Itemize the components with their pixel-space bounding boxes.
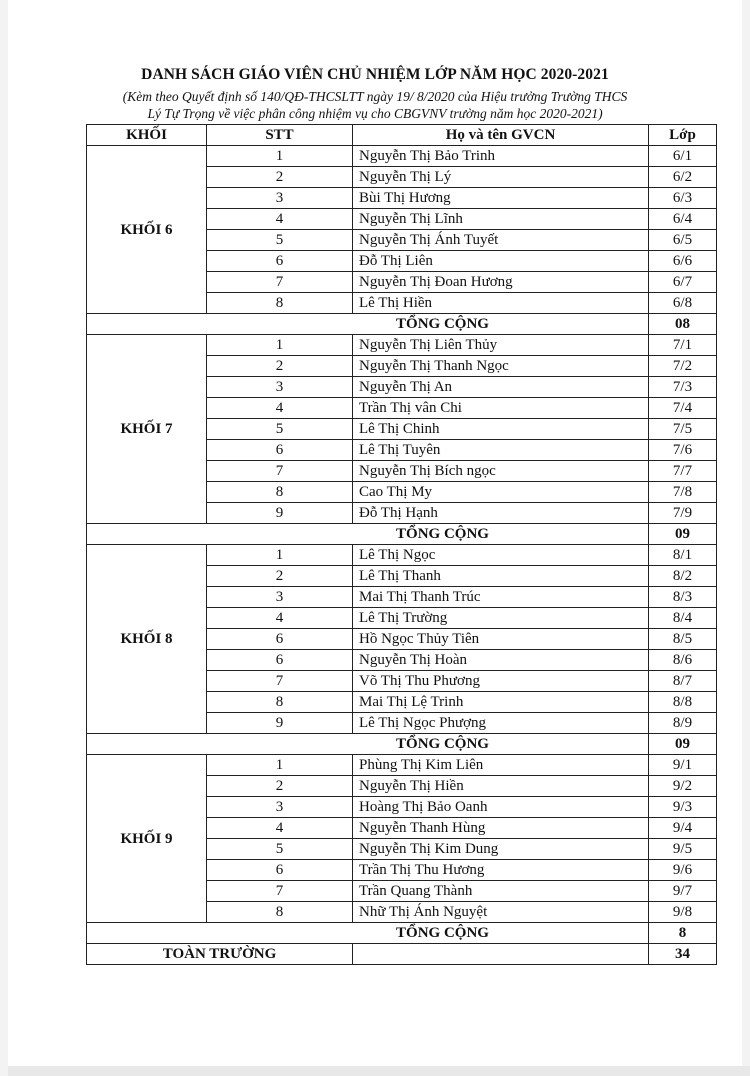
stt-cell: 4 (207, 608, 353, 629)
teacher-name-cell: Lê Thị Hiền (353, 293, 649, 314)
teacher-name-cell: Nguyễn Thị Ánh Tuyết (353, 230, 649, 251)
teacher-name-cell: Nguyễn Thị Lĩnh (353, 209, 649, 230)
stt-cell: 3 (207, 377, 353, 398)
class-cell: 6/2 (649, 167, 717, 188)
stt-cell: 9 (207, 713, 353, 734)
grade-cell: KHỐI 7 (87, 335, 207, 524)
class-cell: 9/7 (649, 881, 717, 902)
class-cell: 7/5 (649, 419, 717, 440)
stt-cell: 6 (207, 629, 353, 650)
class-cell: 8/8 (649, 692, 717, 713)
teacher-name-cell: Bùi Thị Hương (353, 188, 649, 209)
grade-cell: KHỐI 6 (87, 146, 207, 314)
stt-cell: 1 (207, 755, 353, 776)
stt-cell: 5 (207, 419, 353, 440)
teacher-name-cell: Trần Quang Thành (353, 881, 649, 902)
stt-cell: 6 (207, 440, 353, 461)
teacher-name-cell: Nguyễn Thị Lý (353, 167, 649, 188)
class-cell: 7/2 (649, 356, 717, 377)
stt-cell: 2 (207, 776, 353, 797)
table-row (87, 335, 717, 356)
stt-cell: 9 (207, 503, 353, 524)
stt-cell: 4 (207, 209, 353, 230)
stt-cell: 8 (207, 482, 353, 503)
teacher-table (86, 124, 717, 965)
class-cell: 8/6 (649, 650, 717, 671)
column-header-name: Họ và tên GVCN (353, 125, 649, 146)
stt-cell: 4 (207, 398, 353, 419)
empty-cell (353, 944, 649, 965)
table-header-row (87, 125, 717, 146)
class-cell: 8/1 (649, 545, 717, 566)
class-cell: 7/6 (649, 440, 717, 461)
stt-cell: 7 (207, 461, 353, 482)
teacher-name-cell: Lê Thị Tuyên (353, 440, 649, 461)
class-cell: 6/6 (649, 251, 717, 272)
class-cell: 9/4 (649, 818, 717, 839)
teacher-name-cell: Nguyễn Thị Hiền (353, 776, 649, 797)
stt-cell: 1 (207, 545, 353, 566)
teacher-name-cell: Võ Thị Thu Phương (353, 671, 649, 692)
stt-cell: 7 (207, 671, 353, 692)
table-row (87, 755, 717, 776)
stt-cell: 8 (207, 902, 353, 923)
column-header-grade: KHỐI (87, 125, 207, 146)
teacher-name-cell: Nguyễn Thị Bảo Trinh (353, 146, 649, 167)
class-cell: 8/7 (649, 671, 717, 692)
stt-cell: 7 (207, 272, 353, 293)
stt-cell: 1 (207, 335, 353, 356)
stt-cell: 3 (207, 587, 353, 608)
teacher-name-cell: Lê Thị Chinh (353, 419, 649, 440)
subtotal-label: TỔNG CỘNG (87, 314, 649, 335)
subtotal-value: 09 (649, 524, 717, 545)
subtotal-row (87, 923, 717, 944)
teacher-name-cell: Đỗ Thị Hạnh (353, 503, 649, 524)
page-bottom-bar (8, 1066, 750, 1076)
table-row (87, 146, 717, 167)
teacher-name-cell: Mai Thị Thanh Trúc (353, 587, 649, 608)
class-cell: 7/1 (649, 335, 717, 356)
teacher-name-cell: Trần Thị vân Chi (353, 398, 649, 419)
column-header-class: Lớp (649, 125, 717, 146)
teacher-name-cell: Lê Thị Ngọc Phượng (353, 713, 649, 734)
stt-cell: 4 (207, 818, 353, 839)
teacher-name-cell: Lê Thị Trường (353, 608, 649, 629)
table-row (87, 545, 717, 566)
stt-cell: 3 (207, 797, 353, 818)
stt-cell: 6 (207, 860, 353, 881)
teacher-name-cell: Hồ Ngọc Thủy Tiên (353, 629, 649, 650)
grand-total-row (87, 944, 717, 965)
teacher-name-cell: Trần Thị Thu Hương (353, 860, 649, 881)
subtotal-row (87, 524, 717, 545)
stt-cell: 7 (207, 881, 353, 902)
subtotal-row (87, 314, 717, 335)
class-cell: 9/1 (649, 755, 717, 776)
teacher-name-cell: Nguyễn Thanh Hùng (353, 818, 649, 839)
subtotal-label: TỔNG CỘNG (87, 923, 649, 944)
class-cell: 8/5 (649, 629, 717, 650)
teacher-name-cell: Cao Thị My (353, 482, 649, 503)
table-body (87, 146, 717, 965)
teacher-name-cell: Nguyễn Thị An (353, 377, 649, 398)
teacher-name-cell: Hoàng Thị Bảo Oanh (353, 797, 649, 818)
teacher-name-cell: Đỗ Thị Liên (353, 251, 649, 272)
teacher-name-cell: Nhữ Thị Ánh Nguyệt (353, 902, 649, 923)
stt-cell: 5 (207, 230, 353, 251)
subtotal-value: 08 (649, 314, 717, 335)
column-header-stt: STT (207, 125, 353, 146)
class-cell: 6/5 (649, 230, 717, 251)
grade-cell: KHỐI 8 (87, 545, 207, 734)
teacher-name-cell: Nguyễn Thị Thanh Ngọc (353, 356, 649, 377)
stt-cell: 2 (207, 566, 353, 587)
document-subtitle-line2: Lý Tự Trọng về việc phân công nhiệm vụ cho CBGVNV trường năm học 2020-2021) (147, 106, 603, 121)
grand-total-value: 34 (649, 944, 717, 965)
subtotal-label: TỔNG CỘNG (87, 524, 649, 545)
class-cell: 7/9 (649, 503, 717, 524)
class-cell: 7/8 (649, 482, 717, 503)
stt-cell: 2 (207, 356, 353, 377)
grand-total-label: TOÀN TRƯỜNG (87, 944, 353, 965)
subtotal-row (87, 734, 717, 755)
teacher-name-cell: Nguyễn Thị Liên Thủy (353, 335, 649, 356)
subtotal-value: 09 (649, 734, 717, 755)
document-page (8, 0, 742, 1066)
class-cell: 9/2 (649, 776, 717, 797)
document-subtitle-line1: (Kèm theo Quyết định số 140/QĐ-THCSLTT ngày 19/ 8/2020 của Hiệu trưởng Trường THCS (122, 89, 628, 104)
class-cell: 9/5 (649, 839, 717, 860)
class-cell: 6/4 (649, 209, 717, 230)
class-cell: 7/7 (649, 461, 717, 482)
stt-cell: 5 (207, 839, 353, 860)
class-cell: 6/8 (649, 293, 717, 314)
teacher-name-cell: Lê Thị Ngọc (353, 545, 649, 566)
teacher-name-cell: Mai Thị Lệ Trinh (353, 692, 649, 713)
stt-cell: 8 (207, 293, 353, 314)
teacher-name-cell: Nguyễn Thị Hoàn (353, 650, 649, 671)
class-cell: 6/1 (649, 146, 717, 167)
stt-cell: 2 (207, 167, 353, 188)
stt-cell: 3 (207, 188, 353, 209)
stt-cell: 6 (207, 251, 353, 272)
class-cell: 9/6 (649, 860, 717, 881)
document-title: DANH SÁCH GIÁO VIÊN CHỦ NHIỆM LỚP NĂM HỌC 2020-2021 (141, 66, 609, 83)
stt-cell: 6 (207, 650, 353, 671)
subtotal-value: 8 (649, 923, 717, 944)
grade-cell: KHỐI 9 (87, 755, 207, 923)
class-cell: 8/2 (649, 566, 717, 587)
class-cell: 7/4 (649, 398, 717, 419)
stt-cell: 8 (207, 692, 353, 713)
stt-cell: 1 (207, 146, 353, 167)
teacher-name-cell: Nguyễn Thị Bích ngọc (353, 461, 649, 482)
teacher-name-cell: Nguyễn Thị Kim Dung (353, 839, 649, 860)
class-cell: 8/4 (649, 608, 717, 629)
class-cell: 8/3 (649, 587, 717, 608)
class-cell: 8/9 (649, 713, 717, 734)
class-cell: 6/3 (649, 188, 717, 209)
class-cell: 7/3 (649, 377, 717, 398)
teacher-name-cell: Nguyễn Thị Đoan Hương (353, 272, 649, 293)
subtotal-label: TỔNG CỘNG (87, 734, 649, 755)
class-cell: 9/8 (649, 902, 717, 923)
teacher-name-cell: Lê Thị Thanh (353, 566, 649, 587)
class-cell: 9/3 (649, 797, 717, 818)
class-cell: 6/7 (649, 272, 717, 293)
teacher-name-cell: Phùng Thị Kim Liên (353, 755, 649, 776)
